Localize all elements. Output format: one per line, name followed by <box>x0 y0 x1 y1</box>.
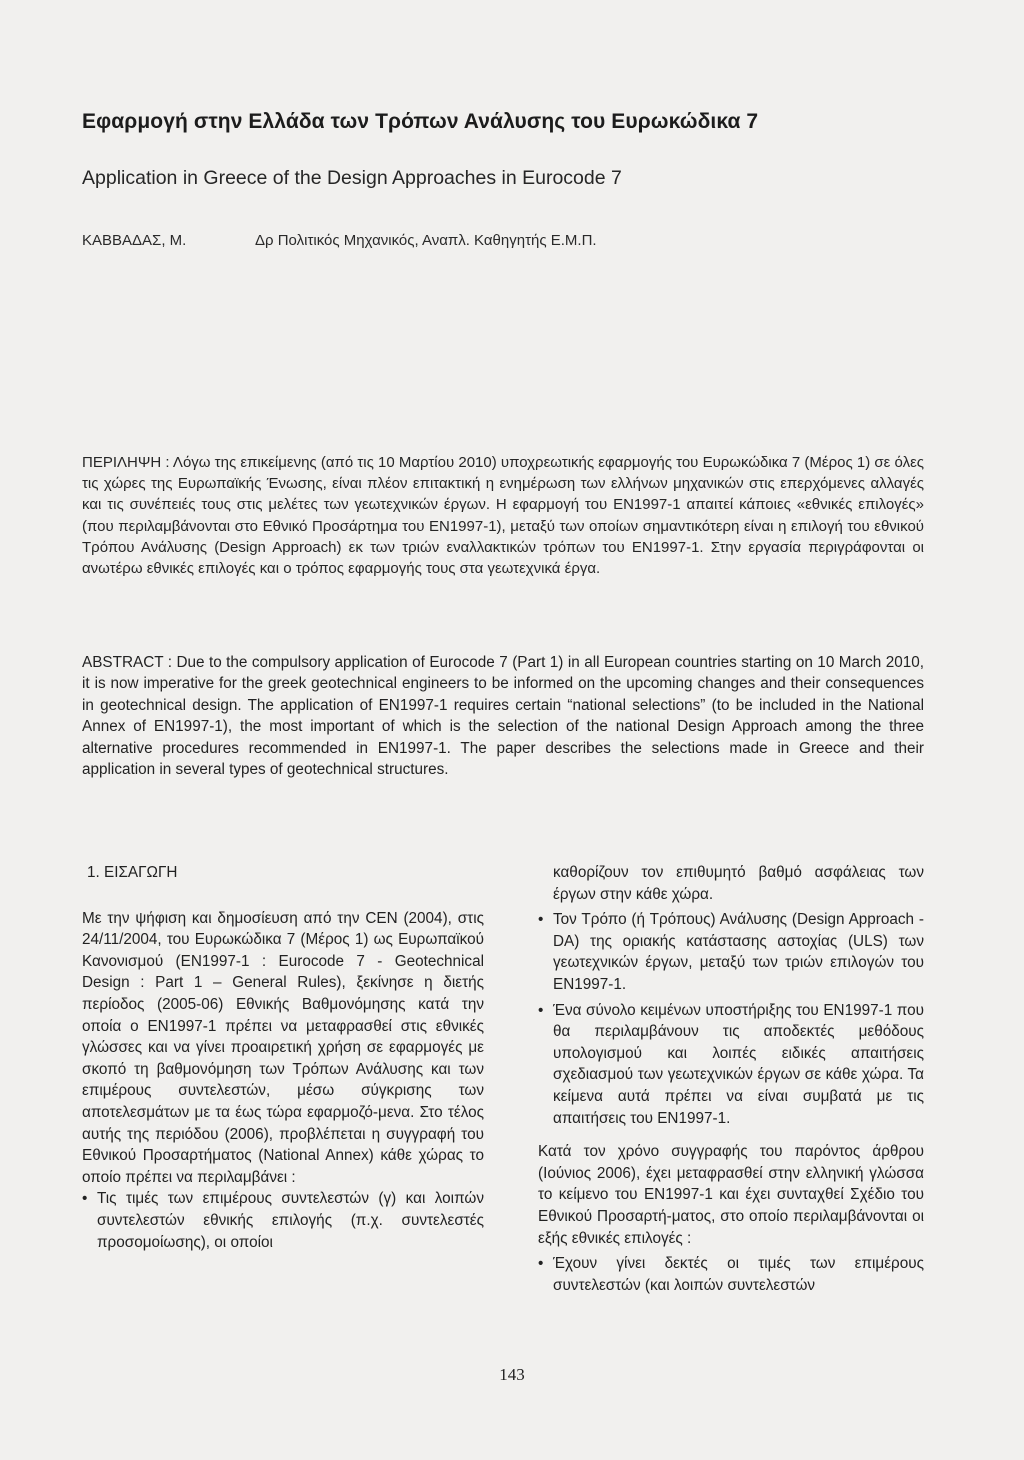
right-column <box>538 862 924 1300</box>
list-item: • Τις τιμές των επιμέρους συντελεστών (γ) και λοιπών συντελεστών εθνικής επιλογής (π.χ. συντελεστές προσομοίωσης), οι οποίοι <box>82 1188 484 1253</box>
page-number: 143 <box>499 1365 525 1384</box>
paragraph: Κατά τον χρόνο συγγραφής του παρόντος άρθρου (Ιούνιος 2006), έχει μεταφρασθεί στην ελληνική γλώσσα το κείμενο του EN1997-1 και έχει συνταχθεί Σχέδιο του Εθνικού Προσαρτή-ματος, στο οποίο περιλαμβάνονται οι εξής εθνικές επιλογές : <box>538 1143 924 1247</box>
paper-title-english: Application in Greece of the Design Approaches in Eurocode 7 <box>82 167 622 189</box>
left-column <box>82 862 484 1257</box>
abstract-greek: ΠΕΡΙΛΗΨΗ : Λόγω της επικείμενης (από τις 10 Μαρτίου 2010) υποχρεωτικής εφαρμογής του Ευρωκώδικα 7 (Μέρος 1) σε όλες τις χώρες της Ευρωπαϊκής Ένωσης, είναι πλέον επιτακτική η ενημέρωση των ελλήνων μηχανικών στις επερχόμενες αλλαγές και τις συνέπειές τους στις μελέτες των γεωτεχνικών έργων. Η εφαρμογή του ΕΝ1997-1 απαιτεί κάποιες «εθνικές επιλογές» (που περιλαμβάνονται στο Εθνικό Προσάρτημα του ΕΝ1997-1), μεταξύ των οποίων σημαντικότερη είναι η επιλογή του εθνικού Τρόπου Ανάλυσης (Design Approach) εκ των τριών εναλλακτικών τρόπων του ΕΝ1997-1. Στην εργασία περιγράφονται οι ανωτέρω εθνικές επιλογές και ο τρόπος εφαρμογής τους στα γεωτεχνικά έργα. <box>82 454 924 578</box>
author-name: ΚΑΒΒΑΔΑΣ, Μ. <box>82 232 187 249</box>
list-item: • Ένα σύνολο κειμένων υποστήριξης του EN1997-1 που θα περιλαμβάνουν τις αποδεκτές μεθόδους υπολογισμού και λοιπές ειδικές απαιτήσεις σχεδιασμού των γεωτεχνικών έργων σε κάθε χώρα. Τα κείμενα αυτά πρέπει να είναι συμβατά με τις απαιτήσεις του EN1997-1. <box>538 1000 924 1130</box>
bullet-list <box>538 862 924 1129</box>
author-affiliation: Δρ Πολιτικός Μηχανικός, Αναπλ. Καθηγητής Ε.Μ.Π. <box>255 232 597 249</box>
section-title: 1. ΕΙΣΑΓΩΓΗ <box>87 864 178 881</box>
intro-paragraph: Με την ψήφιση και δημοσίευση από την CEN (2004), στις 24/11/2004, του Ευρωκώδικα 7 (Μέρος 1) ως Ευρωπαϊκού Κανονισμού (EN1997-1 : Eurocode 7 - Geotechnical Design : Part 1 – General Rules), ξεκίνησε η διετής περίοδος (2005-06) Εθνικής Βαθμονόμησης κατά την οποία ο EN1997-1 πρέπει να μεταφρασθεί στις εθνικές γλώσσες και να γίνει προαιρετική χρήση σε εφαρμογές με σκοπό τη βαθμονόμηση των Τρόπων Ανάλυσης και των επιμέρους συντελεστών, μέσω σύγκρισης των αποτελεσμάτων με τα έως τώρα εφαρμοζό-μενα. Στο τέλος αυτής της περιόδου (2006), προβλέπεται η συγγραφή του Εθνικού Προσαρτήματος (National Annex) κάθε χώρας το οποίο πρέπει να περιλαμβάνει : <box>82 909 484 1186</box>
paper-title-greek: Εφαρμογή στην Ελλάδα των Τρόπων Ανάλυσης του Ευρωκώδικα 7 <box>82 110 759 133</box>
list-item-continued: καθορίζουν τον επιθυμητό βαθμό ασφάλειας των έργων στην κάθε χώρα. <box>553 864 924 903</box>
abstract-english: ABSTRACT : Due to the compulsory application of Eurocode 7 (Part 1) in all European countries starting on 10 March 2010, it is now imperative for the greek geotechnical engineers to be informed on the upcoming changes and their consequences in geotechnical design. The application of EN1997-1 requires certain “national selections” (to be included in the National Annex of EN1997-1), the most important of which is the selection of the national Design Approach among the three alternative procedures recommended in EN1997-1. The paper describes the selections made in Greece and their application in several types of geotechnical structures. <box>82 654 924 779</box>
list-item: • Έχουν γίνει δεκτές οι τιμές των επιμέρους συντελεστών (και λοιπών συντελεστών <box>538 1253 924 1296</box>
bullet-list <box>538 1253 924 1296</box>
bullet-list <box>82 1188 484 1253</box>
list-item: • Τον Τρόπο (ή Τρόπους) Ανάλυσης (Design Approach - DA) της οριακής κατάστασης αστοχίας (ULS) των γεωτεχνικών έργων, μεταξύ των τριών επιλογών του EN1997-1. <box>538 909 924 995</box>
